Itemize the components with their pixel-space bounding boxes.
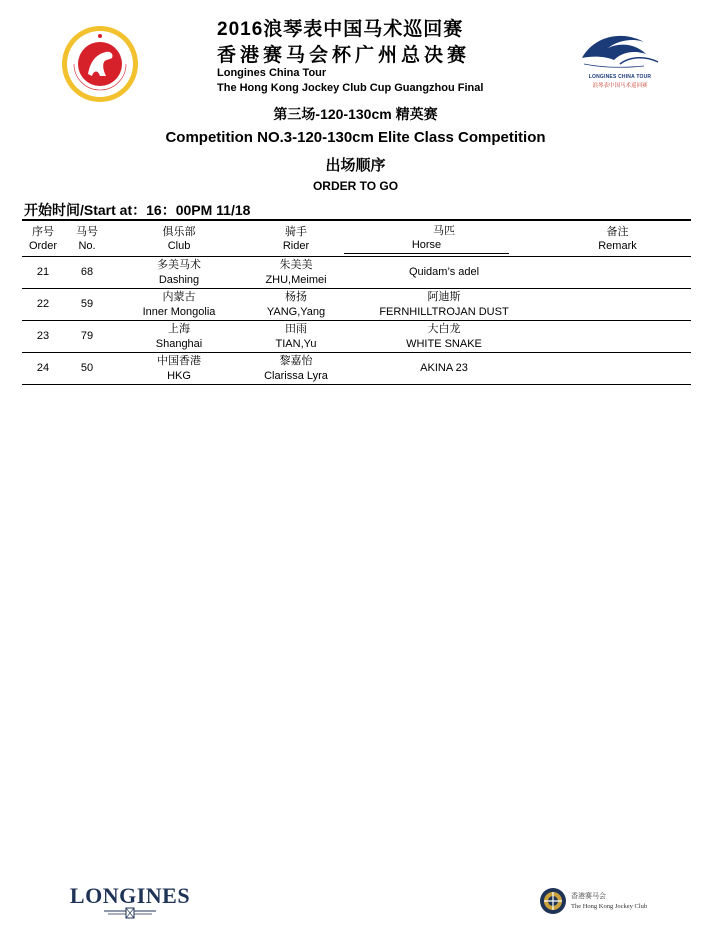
cell-club: 多美马术 Dashing: [110, 257, 248, 289]
header-remark: 备注 Remark: [598, 226, 637, 252]
table-row: [22, 353, 691, 385]
hkjc-logo: [538, 885, 658, 919]
cell-club: 上海 Shanghai: [110, 321, 248, 353]
cell-horse: 大白龙 WHITE SNAKE: [344, 321, 544, 353]
header-club: 俱乐部 Club: [162, 226, 196, 252]
table-row: [22, 257, 691, 289]
header-title-en-2: The Hong Kong Jockey Club Cup Guangzhou Final: [217, 82, 484, 94]
cell-rider: 朱美美 ZHU,Meimei: [248, 257, 344, 289]
cea-logo: [60, 24, 140, 104]
hkjc-name-cn: 香港赛马会: [571, 893, 606, 900]
cell-rider: 杨扬 YANG,Yang: [248, 289, 344, 321]
competition-title-cn: 第三场-120-130cm 精英赛: [273, 106, 438, 122]
cell-rider: 黎嘉怡 Clarissa Lyra: [248, 353, 344, 385]
header-title-cn-1: 2016浪琴表中国马术巡回赛: [217, 19, 464, 40]
cell-remark: [544, 257, 691, 289]
cell-order: 22: [22, 289, 64, 321]
cell-order: 24: [22, 353, 64, 385]
header-no: 马号 No.: [76, 226, 98, 252]
header-rider: 骑手 Rider: [282, 226, 310, 252]
order-title-en: ORDER TO GO: [312, 179, 399, 193]
header-title-cn-2: 香港赛马会杯广州总决赛: [217, 45, 471, 66]
cell-no: 59: [64, 289, 110, 321]
cell-order: 21: [22, 257, 64, 289]
cell-horse: AKINA 23: [344, 353, 544, 385]
table-row: [22, 289, 691, 321]
longines-wordmark: LONGINES: [69, 883, 191, 908]
header-title-en-1: Longines China Tour: [217, 67, 327, 79]
tour-logo-text-en: LONGINES CHINA TOUR: [588, 74, 652, 80]
longines-china-tour-logo: [574, 28, 664, 90]
cell-horse: 阿迪斯 FERNHILLTROJAN DUST: [344, 289, 544, 321]
header-horse: 马匹 Horse: [344, 222, 544, 257]
order-title-cn: 出场顺序: [325, 157, 386, 174]
cell-horse: Quidam’s adel: [344, 257, 544, 289]
cell-order: 23: [22, 321, 64, 353]
cell-club: 内蒙古 Inner Mongolia: [110, 289, 248, 321]
cell-no: 79: [64, 321, 110, 353]
cell-remark: [544, 353, 691, 385]
competition-title-en: Competition NO.3-120-130cm Elite Class Competition: [165, 129, 546, 146]
cell-no: 68: [64, 257, 110, 289]
order-table: [22, 222, 691, 385]
cell-no: 50: [64, 353, 110, 385]
cell-remark: [544, 289, 691, 321]
cell-remark: [544, 321, 691, 353]
table-row: [22, 321, 691, 353]
start-time: 开始时间/Start at：16：00PM 11/18: [24, 202, 251, 218]
longines-logo: [64, 883, 196, 923]
table-header-row: [22, 222, 691, 257]
tour-logo-text-cn: 浪琴表中国马术巡回赛: [592, 83, 648, 89]
header-order: 序号 Order: [28, 226, 58, 252]
hkjc-name-en: The Hong Kong Jockey Club: [571, 903, 648, 910]
cell-rider: 田雨 TIAN,Yu: [248, 321, 344, 353]
table-top-rule: [22, 219, 691, 221]
cell-club: 中国香港 HKG: [110, 353, 248, 385]
